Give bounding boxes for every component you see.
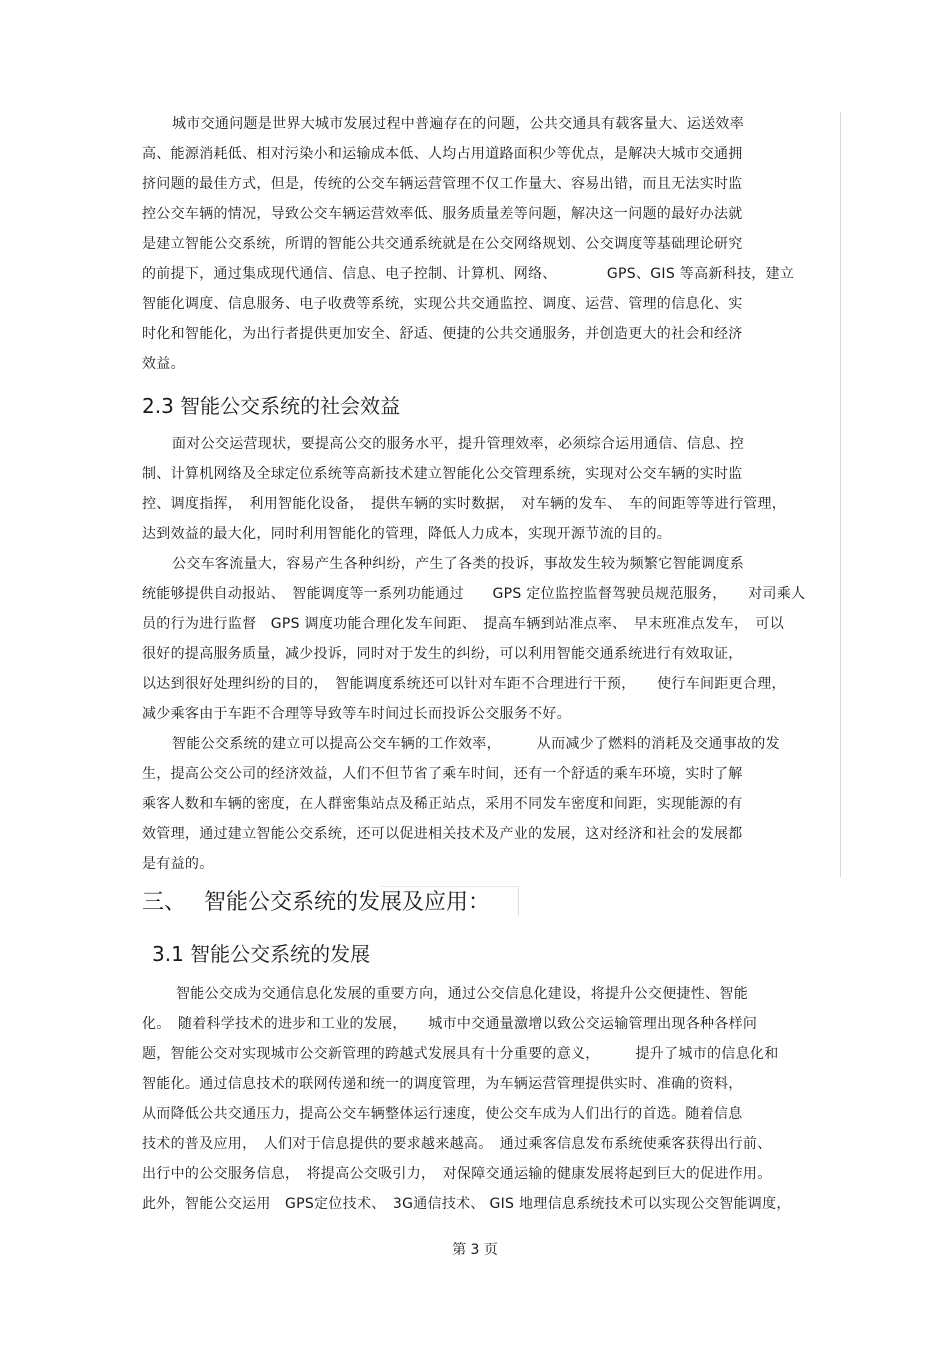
paragraph-line: 智能公交成为交通信息化发展的重要方向，通过公交信息化建设，将提升公交便捷性、智能 xyxy=(176,986,748,1002)
section-heading-3-1: 3.1 智能公交系统的发展 xyxy=(152,942,371,966)
paragraph-line: 的前提下，通过集成现代通信、信息、电子控制、计算机、网络、 GPS、GIS 等高新科技，建立 xyxy=(142,266,795,282)
paragraph-line: 公交车客流量大，容易产生各种纠纷，产生了各类的投诉，事故发生较为频繁它智能调度系 xyxy=(172,556,744,572)
paragraph-line: 题，智能公交对实现城市公交新管理的跨越式发展具有十分重要的意义， 提升了城市的信息化和 xyxy=(142,1046,779,1062)
paragraph-line: 达到效益的最大化，同时利用智能化的管理，降低人力成本，实现开源节流的目的。 xyxy=(142,526,672,542)
heading-box-right-edge xyxy=(518,886,519,916)
paragraph-line: 生，提高公交公司的经济效益，人们不但节省了乘车时间，还有一个舒适的乘车环境，实时了解 xyxy=(142,766,743,782)
paragraph-line: 控公交车辆的情况，导致公交车辆运营效率低、服务质量差等问题，解决这一问题的最好办法就 xyxy=(142,206,743,222)
paragraph-line: 是建立智能公交系统，所谓的智能公共交通系统就是在公交网络规划、公交调度等基础理论研究 xyxy=(142,236,743,252)
paragraph-line: 统能够提供自动报站、 智能调度等一系列功能通过 GPS 定位监控监督驾驶员规范服务， 对司乘人 xyxy=(142,586,806,602)
paragraph-line: 智能化。通过信息技术的联网传递和统一的调度管理，为车辆运营管理提供实时、准确的资料， xyxy=(142,1076,743,1092)
paragraph-line: 时化和智能化，为出行者提供更加安全、舒适、便捷的公共交通服务，并创造更大的社会和经济 xyxy=(142,326,743,342)
paragraph-line: 减少乘客由于车距不合理等导致等车时间过长而投诉公交服务不好。 xyxy=(142,706,571,722)
paragraph-line: 挤问题的最佳方式，但是，传统的公交车辆运营管理不仅工作量大、容易出错，而且无法实时监 xyxy=(142,176,743,192)
paragraph-line: 控、调度指挥， 利用智能化设备， 提供车辆的实时数据， 对车辆的发车、 车的间距等等进行管理， xyxy=(142,496,787,512)
paragraph-line: 是有益的。 xyxy=(142,856,214,872)
paragraph-line: 员的行为进行监督 GPS 调度功能合理化发车间距、 提高车辆到站准点率、 早末班准点发车， 可以 xyxy=(142,616,785,632)
paragraph-line: 效益。 xyxy=(142,356,185,372)
paragraph-line: 高、能源消耗低、相对污染小和运输成本低、人均占用道路面积少等优点，是解决大城市交通拥 xyxy=(142,146,743,162)
paragraph-line: 乘客人数和车辆的密度，在人群密集站点及稀正站点，采用不同发车密度和间距，实现能源的有 xyxy=(142,796,743,812)
paragraph-line: 以达到很好处理纠纷的目的， 智能调度系统还可以针对车距不合理进行干预， 使行车间距更合理， xyxy=(142,676,786,692)
heading-box-top-edge xyxy=(380,886,519,887)
chapter-heading-3: 三、 智能公交系统的发展及应用： xyxy=(142,890,490,915)
paragraph-line: 智能化调度、信息服务、电子收费等系统，实现公共交通监控、调度、运营、管理的信息化、实 xyxy=(142,296,743,312)
paragraph-line: 智能公交系统的建立可以提高公交车辆的工作效率， 从而减少了燃料的消耗及交通事故的发 xyxy=(172,736,780,752)
paragraph-line: 出行中的公交服务信息， 将提高公交吸引力， 对保障交通运输的健康发展将起到巨大的促进作用。 xyxy=(142,1166,772,1182)
paragraph-line: 很好的提高服务质量，减少投诉，同时对于发生的纠纷，可以利用智能交通系统进行有效取证， xyxy=(142,646,743,662)
paragraph-line: 从而降低公共交通压力，提高公交车辆整体运行速度，使公交车成为人们出行的首选。随着信息 xyxy=(142,1106,743,1122)
paragraph-line: 制、计算机网络及全球定位系统等高新技术建立智能化公交管理系统，实现对公交车辆的实时监 xyxy=(142,466,743,482)
paragraph-line: 化。 随着科学技术的进步和工业的发展， 城市中交通量激增以致公交运输管理出现各种各样问 xyxy=(142,1016,758,1032)
paragraph-line: 技术的普及应用， 人们对于信息提供的要求越来越高。 通过乘客信息发布系统使乘客获得出行前、 xyxy=(142,1136,772,1152)
page-number: 第 3 页 xyxy=(452,1242,498,1258)
paragraph-line: 城市交通问题是世界大城市发展过程中普遍存在的问题，公共交通具有载客量大、运送效率 xyxy=(172,116,744,132)
right-margin-rule xyxy=(840,112,841,877)
section-heading-2-3: 2.3 智能公交系统的社会效益 xyxy=(142,394,401,418)
paragraph-line: 此外，智能公交运用 GPS定位技术、 3G通信技术、 GIS 地理信息系统技术可以实现公交智能调度， xyxy=(142,1196,791,1212)
paragraph-line: 面对公交运营现状，要提高公交的服务水平，提升管理效率，必须综合运用通信、信息、控 xyxy=(172,436,744,452)
paragraph-line: 效管理，通过建立智能公交系统，还可以促进相关技术及产业的发展，这对经济和社会的发展都 xyxy=(142,826,743,842)
